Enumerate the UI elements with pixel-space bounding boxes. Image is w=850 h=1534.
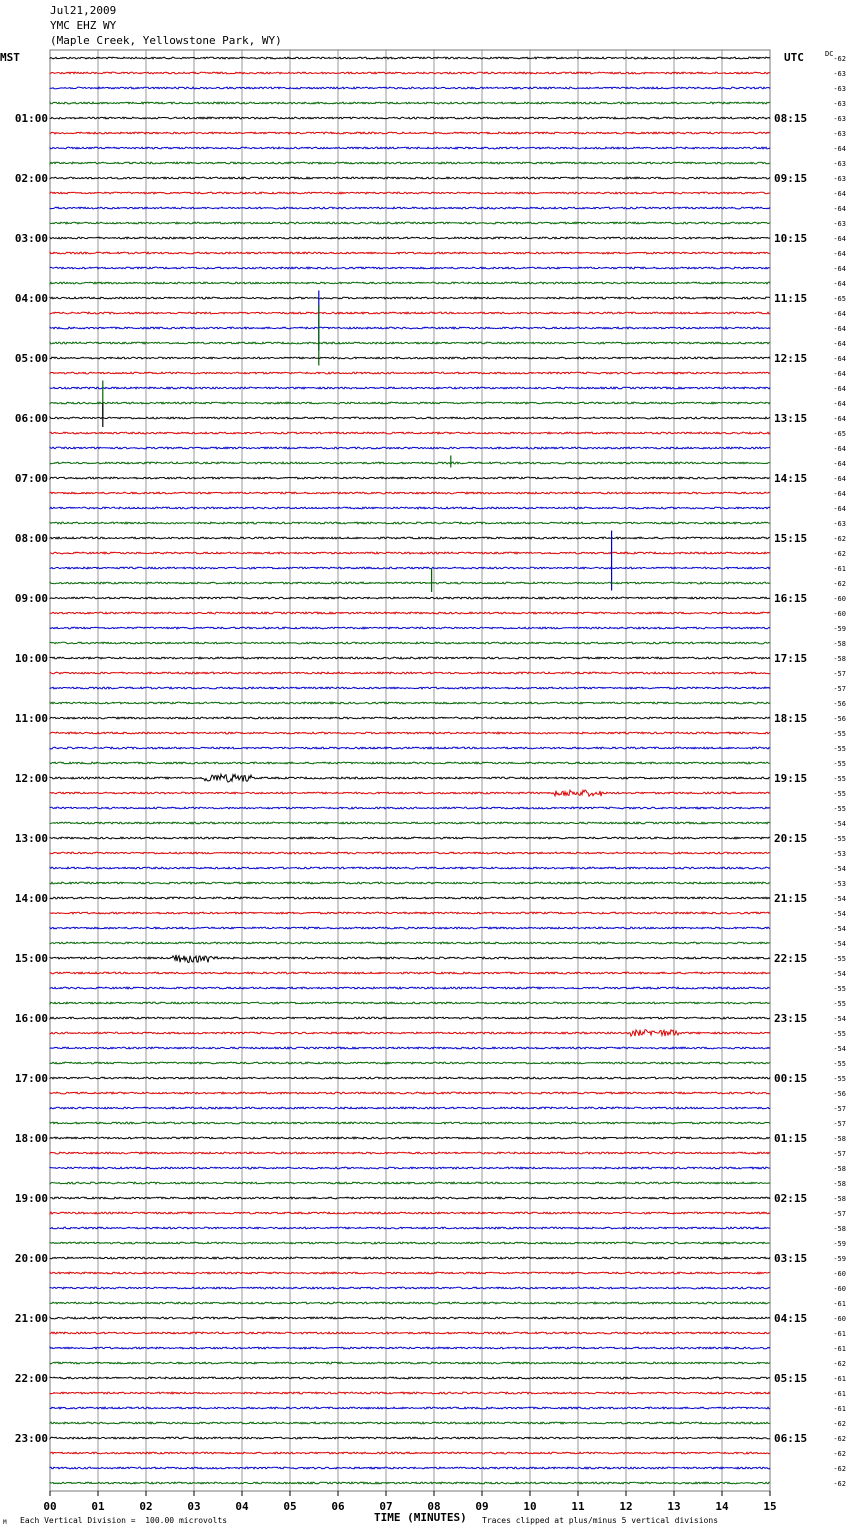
seismic-trace <box>50 207 770 209</box>
seismic-trace <box>50 687 770 689</box>
seismic-trace <box>50 1452 770 1454</box>
dc-offset-label: -64 <box>833 205 846 213</box>
x-tick-label: 02 <box>139 1500 153 1513</box>
seismic-trace <box>50 1482 770 1484</box>
mst-hour-label: 14:00 <box>14 892 48 905</box>
seismic-trace <box>50 702 770 704</box>
seismic-trace <box>50 672 770 674</box>
utc-hour-label: 09:15 <box>774 172 808 185</box>
seismic-trace <box>50 1287 770 1289</box>
seismic-trace <box>50 1167 770 1169</box>
dc-offset-label: -65 <box>833 430 846 438</box>
dc-offset-label: -57 <box>833 1120 846 1128</box>
seismic-trace <box>50 132 770 134</box>
utc-hour-label: 17:15 <box>774 652 808 665</box>
seismic-trace <box>50 657 770 659</box>
seismic-trace <box>50 1362 770 1364</box>
seismic-trace <box>50 807 770 809</box>
seismic-trace <box>50 72 770 74</box>
mst-hour-label: 01:00 <box>14 112 48 125</box>
dc-offset-label: -64 <box>833 355 846 363</box>
seismic-trace <box>50 1332 770 1334</box>
seismic-trace <box>50 1062 770 1064</box>
dc-offset-label: -55 <box>833 775 846 783</box>
dc-offset-label: -58 <box>833 1135 846 1143</box>
seismic-trace <box>50 852 770 854</box>
dc-offset-label: -54 <box>833 820 846 828</box>
utc-hour-label: 12:15 <box>774 352 808 365</box>
seismic-trace <box>50 282 770 284</box>
seismic-trace <box>50 237 770 239</box>
dc-offset-label: -56 <box>833 715 846 723</box>
seismic-trace <box>50 1002 770 1004</box>
mst-hour-label: 09:00 <box>14 592 48 605</box>
seismic-trace <box>50 357 770 359</box>
utc-hour-label: 15:15 <box>774 532 808 545</box>
seismic-trace <box>50 1377 770 1379</box>
dc-offset-label: -62 <box>833 1420 846 1428</box>
seismic-trace <box>50 177 770 179</box>
dc-offset-label: -63 <box>833 70 846 78</box>
dc-offset-label: -64 <box>833 145 846 153</box>
dc-offset-label: -64 <box>833 235 846 243</box>
seismic-trace <box>50 87 770 89</box>
x-tick-label: 00 <box>43 1500 57 1513</box>
seismic-trace <box>50 477 770 479</box>
plot-frame <box>50 50 770 1491</box>
dc-offset-label: -58 <box>833 1165 846 1173</box>
seismic-trace <box>50 612 770 614</box>
dc-offset-label: -63 <box>833 100 846 108</box>
mst-hour-label: 12:00 <box>14 772 48 785</box>
seismic-trace <box>50 372 770 374</box>
seismic-trace <box>50 1437 770 1439</box>
seismic-trace <box>50 1272 770 1274</box>
mst-hour-label: 18:00 <box>14 1132 48 1145</box>
dc-offset-label: -64 <box>833 340 846 348</box>
seismic-trace <box>50 1017 770 1019</box>
dc-offset-label: -61 <box>833 1330 846 1338</box>
seismic-trace <box>50 774 770 782</box>
utc-zone-label: UTC <box>784 51 804 64</box>
dc-offset-label: -61 <box>833 1405 846 1413</box>
seismic-trace <box>50 627 770 629</box>
mst-hour-label: 13:00 <box>14 832 48 845</box>
mst-hour-label: 17:00 <box>14 1072 48 1085</box>
dc-offset-label: -64 <box>833 370 846 378</box>
seismic-trace <box>50 297 770 299</box>
dc-offset-label: -57 <box>833 1210 846 1218</box>
dc-offset-label: -61 <box>833 1345 846 1353</box>
mst-hour-label: 08:00 <box>14 532 48 545</box>
dc-offset-label: -61 <box>833 1390 846 1398</box>
dc-offset-label: -58 <box>833 1180 846 1188</box>
seismic-trace <box>50 897 770 899</box>
x-tick-label: 06 <box>331 1500 345 1513</box>
dc-offset-label: -64 <box>833 460 846 468</box>
seismic-trace <box>50 192 770 194</box>
seismic-trace <box>50 57 770 59</box>
dc-offset-label: -64 <box>833 385 846 393</box>
seismic-trace <box>50 822 770 824</box>
dc-offset-label: -53 <box>833 850 846 858</box>
seismic-trace <box>50 1122 770 1124</box>
mst-hour-label: 23:00 <box>14 1432 48 1445</box>
utc-hour-label: 04:15 <box>774 1312 808 1325</box>
dc-offset-label: -62 <box>833 1480 846 1488</box>
dc-offset-label: -62 <box>833 1435 846 1443</box>
x-tick-label: 08 <box>427 1500 441 1513</box>
seismic-trace <box>50 117 770 119</box>
dc-offset-label: -62 <box>833 1450 846 1458</box>
mst-hour-label: 07:00 <box>14 472 48 485</box>
seismic-trace <box>50 1092 770 1094</box>
dc-offset-label: -53 <box>833 880 846 888</box>
dc-offset-label: -55 <box>833 1075 846 1083</box>
dc-offset-label: -60 <box>833 1285 846 1293</box>
seismic-trace <box>50 1152 770 1154</box>
seismic-trace <box>50 1317 770 1319</box>
dc-offset-label: -64 <box>833 445 846 453</box>
dc-offset-label: -62 <box>833 1465 846 1473</box>
seismic-trace <box>50 1107 770 1109</box>
seismic-trace <box>50 312 770 314</box>
mst-hour-label: 19:00 <box>14 1192 48 1205</box>
dc-offset-label: -59 <box>833 625 846 633</box>
utc-hour-label: 19:15 <box>774 772 808 785</box>
dc-offset-label: -58 <box>833 655 846 663</box>
dc-offset-label: -64 <box>833 250 846 258</box>
dc-offset-label: -54 <box>833 925 846 933</box>
utc-hour-label: 21:15 <box>774 892 808 905</box>
x-tick-label: 07 <box>379 1500 393 1513</box>
x-tick-label: 14 <box>715 1500 729 1513</box>
dc-offset-label: -57 <box>833 1150 846 1158</box>
dc-offset-label: -64 <box>833 400 846 408</box>
mst-hour-label: 15:00 <box>14 952 48 965</box>
dc-offset-label: -55 <box>833 1060 846 1068</box>
dc-offset-label: -63 <box>833 160 846 168</box>
dc-offset-label: -54 <box>833 970 846 978</box>
mst-hour-label: 06:00 <box>14 412 48 425</box>
clip-note: Traces clipped at plus/minus 5 vertical divisions <box>482 1516 719 1525</box>
dc-offset-label: -56 <box>833 1090 846 1098</box>
dc-offset-label: -58 <box>833 640 846 648</box>
mst-hour-label: 11:00 <box>14 712 48 725</box>
seismic-trace <box>50 567 770 569</box>
utc-hour-label: 11:15 <box>774 292 808 305</box>
dc-offset-label: -64 <box>833 310 846 318</box>
seismic-trace <box>50 552 770 554</box>
dc-offset-label: -62 <box>833 535 846 543</box>
x-tick-label: 04 <box>235 1500 249 1513</box>
dc-offset-label: -63 <box>833 520 846 528</box>
dc-offset-label: -63 <box>833 85 846 93</box>
x-tick-label: 05 <box>283 1500 297 1513</box>
seismic-trace <box>50 147 770 149</box>
seismic-trace <box>50 927 770 929</box>
seismic-trace <box>50 537 770 539</box>
utc-hour-label: 10:15 <box>774 232 808 245</box>
utc-hour-label: 13:15 <box>774 412 808 425</box>
seismic-trace <box>50 327 770 329</box>
seismic-trace <box>50 1077 770 1079</box>
x-axis-title: TIME (MINUTES) <box>374 1511 467 1524</box>
seismic-trace <box>50 447 770 449</box>
x-tick-label: 03 <box>187 1500 201 1513</box>
dc-offset-label: -55 <box>833 1030 846 1038</box>
x-tick-label: 15 <box>763 1500 777 1513</box>
dc-offset-label: -59 <box>833 1255 846 1263</box>
dc-offset-label: -63 <box>833 115 846 123</box>
seismic-trace <box>50 1302 770 1304</box>
dc-offset-label: -55 <box>833 955 846 963</box>
mst-hour-label: 22:00 <box>14 1372 48 1385</box>
dc-offset-label: -59 <box>833 1240 846 1248</box>
dc-header-label: DC <box>825 50 834 58</box>
seismic-trace <box>50 432 770 434</box>
mst-hour-label: 20:00 <box>14 1252 48 1265</box>
dc-offset-label: -55 <box>833 790 846 798</box>
x-tick-label: 13 <box>667 1500 681 1513</box>
seismic-trace <box>50 1030 770 1036</box>
station-location: (Maple Creek, Yellowstone Park, WY) <box>50 34 282 47</box>
seismic-trace <box>50 942 770 944</box>
seismic-trace <box>50 1227 770 1229</box>
dc-offset-label: -61 <box>833 1300 846 1308</box>
dc-offset-label: -64 <box>833 490 846 498</box>
dc-offset-label: -62 <box>833 55 846 63</box>
dc-offset-label: -54 <box>833 895 846 903</box>
seismic-trace <box>50 267 770 269</box>
dc-offset-label: -62 <box>833 580 846 588</box>
mst-hour-label: 16:00 <box>14 1012 48 1025</box>
dc-offset-label: -55 <box>833 760 846 768</box>
dc-offset-label: -64 <box>833 265 846 273</box>
seismic-trace <box>50 102 770 104</box>
seismic-trace <box>50 837 770 839</box>
x-tick-label: 11 <box>571 1500 585 1513</box>
seismic-trace <box>50 1422 770 1424</box>
dc-offset-label: -55 <box>833 1000 846 1008</box>
utc-hour-label: 22:15 <box>774 952 808 965</box>
seismic-trace <box>50 1182 770 1184</box>
utc-hour-label: 06:15 <box>774 1432 808 1445</box>
seismic-trace <box>50 252 770 254</box>
seismic-trace <box>50 582 770 584</box>
dc-offset-label: -56 <box>833 700 846 708</box>
dc-offset-label: -54 <box>833 1015 846 1023</box>
dc-offset-label: -58 <box>833 1195 846 1203</box>
scale-note: Each Vertical Division = 100.00 microvolts <box>20 1516 228 1525</box>
seismic-trace <box>50 1197 770 1199</box>
dc-offset-label: -55 <box>833 745 846 753</box>
seismic-trace <box>50 462 770 464</box>
utc-hour-label: 05:15 <box>774 1372 808 1385</box>
seismic-trace <box>50 717 770 719</box>
dc-offset-label: -64 <box>833 190 846 198</box>
dc-offset-label: -54 <box>833 910 846 918</box>
dc-offset-label: -63 <box>833 175 846 183</box>
corner-mark: M <box>3 1519 7 1526</box>
dc-offset-label: -57 <box>833 670 846 678</box>
dc-offset-label: -61 <box>833 1375 846 1383</box>
dc-offset-label: -64 <box>833 505 846 513</box>
dc-offset-label: -54 <box>833 940 846 948</box>
seismic-trace <box>50 762 770 764</box>
seismic-trace <box>50 1392 770 1394</box>
x-tick-label: 10 <box>523 1500 537 1513</box>
dc-offset-label: -64 <box>833 415 846 423</box>
seismic-trace <box>50 642 770 644</box>
dc-offset-label: -63 <box>833 220 846 228</box>
seismic-trace <box>50 1467 770 1469</box>
seismic-trace <box>50 597 770 599</box>
mst-hour-label: 10:00 <box>14 652 48 665</box>
utc-hour-label: 18:15 <box>774 712 808 725</box>
seismic-trace <box>50 222 770 224</box>
chart-date: Jul21,2009 <box>50 4 117 17</box>
dc-offset-label: -58 <box>833 1225 846 1233</box>
seismic-trace <box>50 507 770 509</box>
seismic-trace <box>50 417 770 419</box>
seismic-trace <box>50 732 770 734</box>
dc-offset-label: -57 <box>833 685 846 693</box>
seismic-trace <box>50 402 770 404</box>
utc-hour-label: 02:15 <box>774 1192 808 1205</box>
x-tick-label: 09 <box>475 1500 489 1513</box>
utc-hour-label: 01:15 <box>774 1132 808 1145</box>
dc-offset-label: -55 <box>833 730 846 738</box>
x-tick-label: 12 <box>619 1500 633 1513</box>
dc-offset-label: -60 <box>833 1315 846 1323</box>
dc-offset-label: -64 <box>833 325 846 333</box>
seismic-trace <box>50 1212 770 1214</box>
seismic-trace <box>50 1242 770 1244</box>
seismic-trace <box>50 1257 770 1259</box>
dc-offset-label: -64 <box>833 280 846 288</box>
utc-hour-label: 14:15 <box>774 472 808 485</box>
seismic-trace <box>50 987 770 989</box>
dc-offset-label: -60 <box>833 1270 846 1278</box>
seismic-trace <box>50 790 770 796</box>
seismic-trace <box>50 387 770 389</box>
seismic-trace <box>50 492 770 494</box>
seismic-trace <box>50 912 770 914</box>
mst-hour-label: 03:00 <box>14 232 48 245</box>
utc-hour-label: 23:15 <box>774 1012 808 1025</box>
dc-offset-label: -64 <box>833 475 846 483</box>
seismic-trace <box>50 955 770 963</box>
seismic-trace <box>50 747 770 749</box>
dc-offset-label: -62 <box>833 1360 846 1368</box>
dc-offset-label: -62 <box>833 550 846 558</box>
seismic-trace <box>50 342 770 344</box>
seismic-trace <box>50 1137 770 1139</box>
dc-offset-label: -65 <box>833 295 846 303</box>
utc-hour-label: 16:15 <box>774 592 808 605</box>
seismic-trace <box>50 867 770 869</box>
seismic-trace <box>50 1407 770 1409</box>
mst-zone-label: MST <box>0 51 20 64</box>
utc-hour-label: 20:15 <box>774 832 808 845</box>
utc-hour-label: 00:15 <box>774 1072 808 1085</box>
dc-offset-label: -55 <box>833 835 846 843</box>
seismic-trace <box>50 972 770 974</box>
dc-offset-label: -55 <box>833 985 846 993</box>
seismic-trace <box>50 1347 770 1349</box>
x-tick-label: 01 <box>91 1500 105 1513</box>
utc-hour-label: 03:15 <box>774 1252 808 1265</box>
dc-offset-label: -54 <box>833 1045 846 1053</box>
dc-offset-label: -54 <box>833 865 846 873</box>
dc-offset-label: -57 <box>833 1105 846 1113</box>
mst-hour-label: 04:00 <box>14 292 48 305</box>
dc-offset-label: -63 <box>833 130 846 138</box>
dc-offset-label: -55 <box>833 805 846 813</box>
mst-hour-label: 05:00 <box>14 352 48 365</box>
seismic-trace <box>50 882 770 884</box>
dc-offset-label: -61 <box>833 565 846 573</box>
station-code: YMC EHZ WY <box>50 19 117 32</box>
dc-offset-label: -60 <box>833 595 846 603</box>
seismic-trace <box>50 522 770 524</box>
seismic-trace <box>50 162 770 164</box>
dc-offset-label: -60 <box>833 610 846 618</box>
mst-hour-label: 21:00 <box>14 1312 48 1325</box>
utc-hour-label: 08:15 <box>774 112 808 125</box>
seismic-trace <box>50 1047 770 1049</box>
mst-hour-label: 02:00 <box>14 172 48 185</box>
